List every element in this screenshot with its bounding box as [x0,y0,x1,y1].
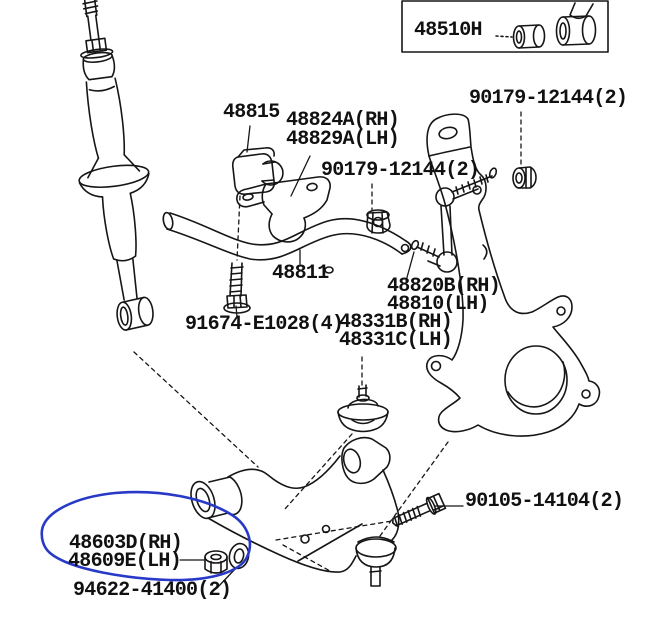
part-label-48815: 48815 [223,101,280,124]
part-label-48609e: 48609E(LH) [68,550,182,573]
spring-bumper-art [338,385,388,432]
part-label-48829a: 48829A(LH) [286,128,400,151]
part-label-90179-top: 90179-12144(2) [469,87,628,110]
part-label-48824a: 48824A(RH) [286,109,400,132]
ball-stud-nut-art [205,551,227,573]
stabilizer-link-art [410,167,497,272]
part-label-91674: 91674-E1028(4) [185,313,344,336]
part-label-48820b: 48820B(RH) [387,275,501,298]
part-label-90105: 90105-14104(2) [465,490,624,513]
flange-bolt-art [224,263,250,313]
leader-lines [180,126,463,588]
part-label-48811: 48811 [272,262,329,285]
part-label-48331b: 48331B(RH) [339,311,453,334]
lower-control-arm-art [187,438,399,586]
part-label-48510h: 48510H [414,19,482,42]
stabilizer-bushing-art [233,148,283,194]
part-label-90179-mid: 90179-12144(2) [321,159,480,182]
stabilizer-bracket-art [237,177,330,242]
part-label-48810: 48810(LH) [387,293,489,316]
part-label-48331c: 48331C(LH) [339,329,453,352]
part-label-94622: 94622-41400(2) [73,579,232,602]
part-label-48603d: 48603D(RH) [69,532,183,555]
shock-absorber-art [56,0,169,334]
knuckle-nut-top-art [513,167,536,188]
